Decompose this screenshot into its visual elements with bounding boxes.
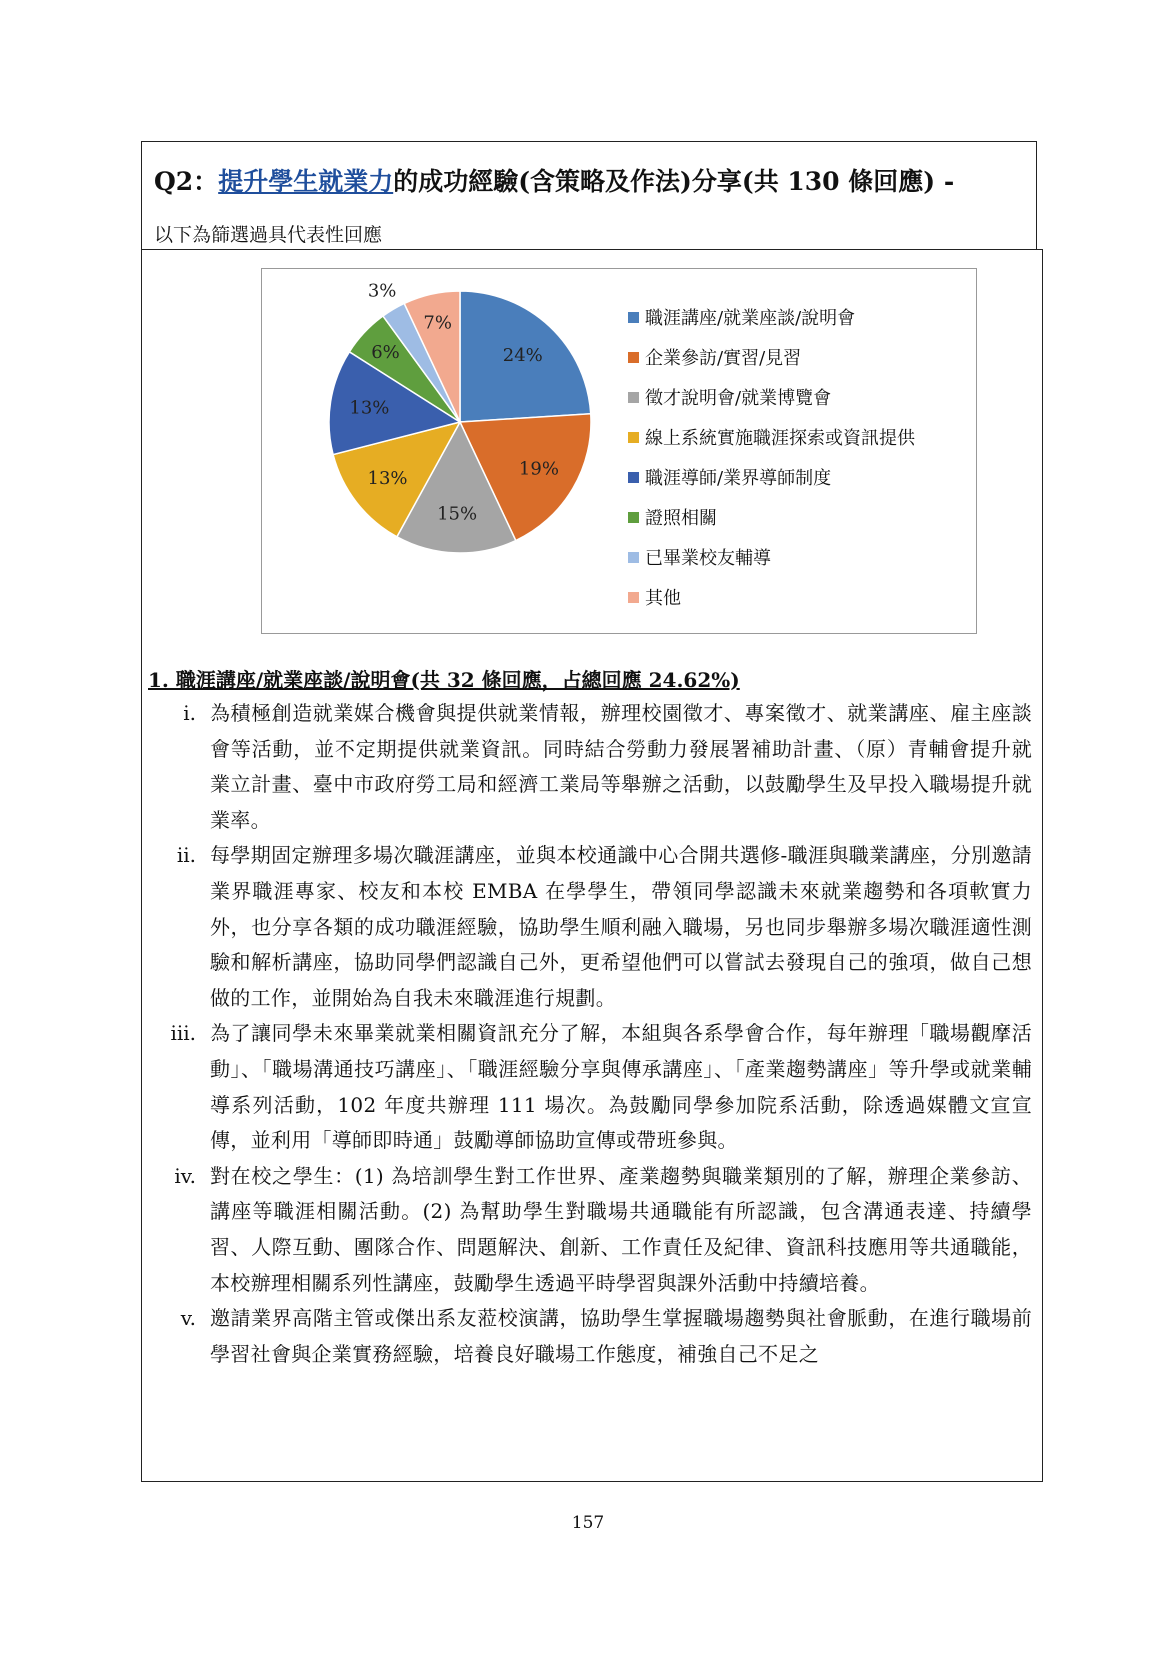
list-item — [142, 1016, 1032, 1158]
pie-chart — [261, 268, 977, 634]
pie-slice-label: 3% — [367, 280, 397, 302]
legend-swatch — [628, 312, 639, 323]
pie-slice-label: 15% — [437, 503, 478, 525]
pie-slice-label: 24% — [502, 345, 543, 367]
legend-swatch — [628, 512, 639, 523]
legend-swatch — [628, 432, 639, 443]
question-prefix: Q2： — [154, 167, 219, 196]
list-item — [142, 1159, 1032, 1301]
pie-slice-label: 6% — [371, 342, 400, 364]
list-item — [142, 1301, 1032, 1372]
list-item — [142, 696, 1032, 838]
list-item-number: v. — [180, 1306, 196, 1331]
question-rest: 的成功經驗(含策略及作法)分享(共 130 條回應) - — [393, 167, 955, 196]
question-highlight-link[interactable]: 提升學生就業力 — [218, 167, 394, 196]
list-item-text: 為積極創造就業媒合機會與提供就業情報，辦理校園徵才、專案徵才、就業講座、雇主座談會等活動，並不定期提供就業資訊。同時結合勞動力發展署補助計畫、（原）青輔會提升就業立計畫、臺中市政府勞工局和經濟工業局等舉辦之活動，以鼓勵學生及早投入職場提升就業率。 — [210, 701, 1032, 832]
section-title: 1. 職涯講座/就業座談/說明會(共 32 條回應，占總回應 24.62%) — [148, 668, 740, 692]
list-item-number: i. — [183, 701, 196, 725]
legend-label: 線上系統實施職涯探索或資訊提供 — [645, 428, 915, 449]
list-item-number: iv. — [174, 1163, 196, 1188]
list-item-number: ii. — [176, 843, 196, 868]
pie-slice-label: 13% — [349, 397, 390, 419]
legend-swatch — [628, 392, 639, 403]
legend-label: 企業參訪/實習/見習 — [645, 348, 802, 369]
legend-label: 職涯講座/就業座談/說明會 — [645, 308, 856, 329]
legend-swatch — [628, 352, 639, 363]
list-item-text: 每學期固定辦理多場次職涯講座，並與本校通識中心合開共選修-職涯與職業講座，分別邀請業界職涯專家、校友和本校 EMBA 在學學生，帶領同學認識未來就業趨勢和各項軟實力外，也分享各類的成功職涯經驗，協助學生順利融入職場，另也同步舉辦多場次職涯適性測驗和解析講座，協助同學們認識自己外，更希望他們可以嘗試去發現自己的強項，做自己想做的工作，並開始為自我未來職涯進行規劃。 — [210, 843, 1032, 1010]
question-title — [154, 162, 954, 198]
legend-label: 已畢業校友輔導 — [645, 548, 771, 569]
legend-swatch — [628, 472, 639, 483]
list-item-text: 對在校之學生：(1) 為培訓學生對工作世界、產業趨勢與職業類別的了解，辦理企業參訪、講座等職涯相關活動。(2) 為幫助學生對職場共通職能有所認識，包含溝通表達、持續學習、人際互動、團隊合作、問題解決、創新、工作責任及紀律、資訊科技應用等共通職能，本校辦理相關系列性講座，鼓勵學生透過平時學習與課外活動中持續培養。 — [210, 1163, 1032, 1295]
list-item-text: 為了讓同學未來畢業就業相關資訊充分了解，本組與各系學會合作，每年辦理「職場觀摩活動」、「職場溝通技巧講座」、「職涯經驗分享與傳承講座」、「產業趨勢講座」等升學或就業輔導系列活動，102 年度共辦理 111 場次。為鼓勵同學參加院系活動，除透過媒體文宣宣傳，並利用「導師即時通」鼓勵導師協助宣傳或帶班參與。 — [210, 1021, 1032, 1153]
pie-slice-label: 13% — [367, 468, 408, 490]
legend-label: 徵才說明會/就業博覽會 — [645, 388, 832, 409]
list-item-number: iii. — [170, 1021, 196, 1046]
list-item-text: 邀請業界高階主管或傑出系友蒞校演講，協助學生掌握職場趨勢與社會脈動，在進行職場前學習社會與企業實務經驗，培養良好職場工作態度，補強自己不足之 — [210, 1306, 1032, 1366]
legend-label: 證照相關 — [645, 508, 717, 529]
legend-label: 其他 — [645, 588, 681, 609]
legend-entry — [628, 457, 915, 497]
legend-label: 職涯導師/業界導師制度 — [645, 468, 832, 489]
question-subtitle: 以下為篩選過具代表性回應 — [154, 224, 383, 246]
question-header — [141, 141, 1037, 249]
legend-entry — [628, 497, 915, 537]
pie-slice-label: 7% — [423, 312, 452, 334]
pie-slice-label: 19% — [518, 458, 559, 480]
legend-entry — [628, 297, 915, 337]
response-list — [142, 696, 1032, 1372]
legend-entry — [628, 577, 915, 617]
legend-swatch — [628, 552, 639, 563]
legend-entry — [628, 377, 915, 417]
content-box — [141, 249, 1043, 1482]
page-number: 157 — [571, 1513, 605, 1533]
legend-entry — [628, 417, 915, 457]
legend-entry — [628, 537, 915, 577]
chart-legend — [628, 297, 915, 617]
legend-entry — [628, 337, 915, 377]
legend-swatch — [628, 592, 639, 603]
list-item — [142, 838, 1032, 1016]
